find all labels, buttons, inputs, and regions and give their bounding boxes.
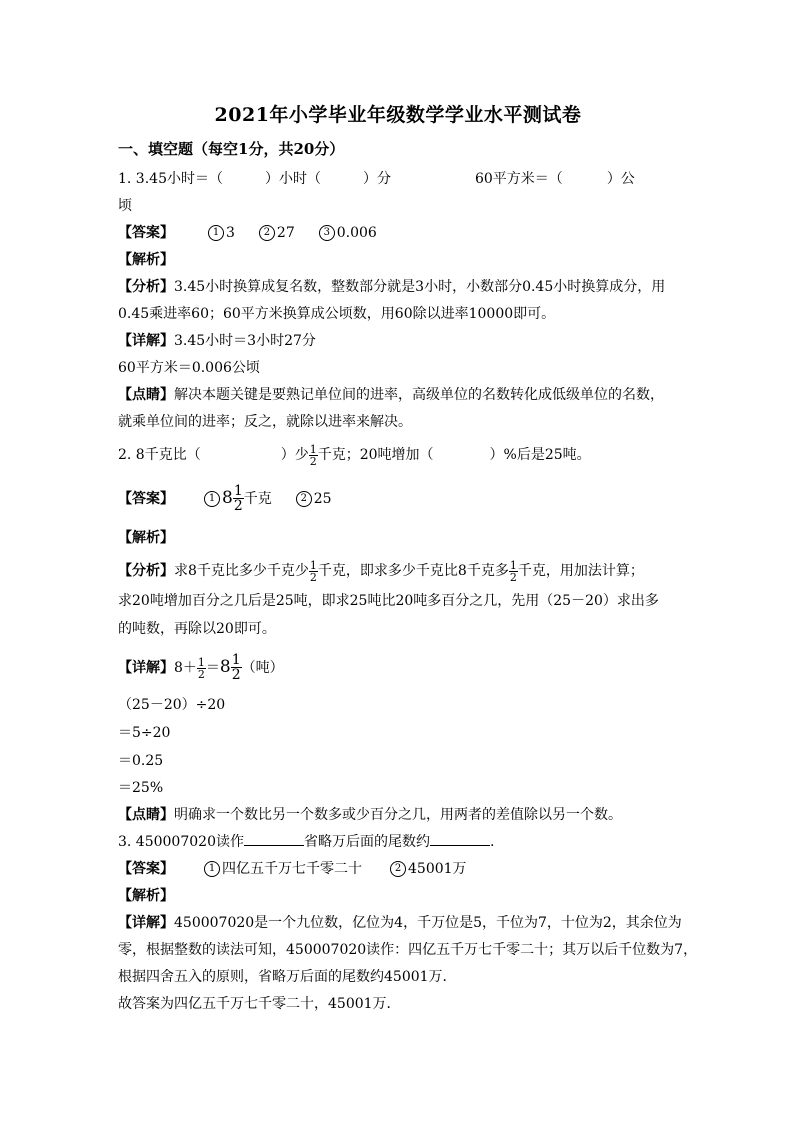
- q2-calc-3: ＝0.25: [118, 753, 164, 769]
- fraction: $\frac{1}{2}$: [197, 655, 205, 681]
- q3-xiangjie-2: 零，根据整数的读法可知，450007020读作：四亿五千万七千零二十；其万以后千位数为7，: [118, 942, 698, 958]
- q2-xiangjie-unit: （吨）: [241, 660, 284, 676]
- q2-answer-2: 25: [313, 491, 332, 507]
- q3-text-c: .: [489, 834, 495, 850]
- q2-calc-2: ＝5÷20: [118, 725, 171, 741]
- q1-dianjing-1: [118, 386, 664, 404]
- section-heading: 一、填空题（每空1分，共20分）: [118, 140, 345, 158]
- q1-jiexi: 【解析】: [118, 252, 174, 268]
- q1-text: [118, 170, 635, 188]
- fill-blank: [244, 833, 304, 846]
- q1-text-line2: 顷: [118, 198, 132, 214]
- q2-xiangjie: [118, 650, 284, 685]
- q2-fenxi-c: 千克，用加法计算；: [517, 563, 644, 579]
- q3-answer-2: 45001万: [408, 861, 467, 877]
- q2-calc-1: （25－20）÷20: [118, 697, 226, 713]
- circled-number: 1: [208, 225, 224, 241]
- q2-text-a: 2. 8千克比（: [118, 447, 201, 463]
- q3-text-a: 3. 450007020读作: [118, 834, 244, 850]
- circled-number: 1: [204, 861, 220, 877]
- q1-text-a: 1. 3.45小时＝（: [118, 171, 223, 187]
- q1-text-b: ）小时（: [264, 171, 321, 187]
- dianjing-tag: 【点睛】: [118, 807, 174, 823]
- q1-fenxi-2: 0.45乘进率60；60平方米换算成公顷数，用60除以进率10000即可。: [118, 306, 556, 322]
- q2-xiangjie-a: 8＋: [174, 660, 197, 676]
- xiangjie-tag: 【详解】: [118, 915, 174, 931]
- q2-dianjing-text: 明确求一个数比另一个数多或少百分之几，用两者的差值除以另一个数。: [174, 807, 622, 823]
- q1-answer: [118, 224, 377, 242]
- q3-text-b: 省略万后面的尾数约: [303, 834, 430, 850]
- q1-answer-2: 27: [276, 225, 295, 241]
- fenxi-tag: 【分析】: [118, 279, 174, 295]
- q2-fenxi-2: 求20吨增加百分之几后是25吨，即求25吨比20吨多百分之几，先用（25－20）求出多: [118, 593, 659, 609]
- q2-dianjing: [118, 806, 622, 824]
- answer-tag: 【答案】: [118, 225, 174, 241]
- q2-xiangjie-b: ＝: [205, 660, 220, 676]
- q3-answer-1: 四亿五千万七千零二十: [222, 861, 362, 877]
- dianjing-tag: 【点睛】: [118, 387, 174, 403]
- q3-jiexi: 【解析】: [118, 888, 174, 904]
- q3-xiangjie-1: [118, 914, 682, 932]
- q2-answer-1-unit: 千克: [243, 491, 272, 507]
- q1-xiangjie-2: 60平方米＝0.006公顷: [118, 360, 260, 376]
- q2-answer: [118, 480, 332, 517]
- fenxi-tag: 【分析】: [118, 563, 174, 579]
- q2-text-d: ）%后是25吨。: [489, 447, 591, 463]
- circled-number: 1: [204, 491, 220, 507]
- fraction: $\frac{1}{2}$: [509, 558, 517, 584]
- q1-fenxi-text: 3.45小时换算成复名数，整数部分就是3小时，小数部分0.45小时换算成分，用: [174, 279, 666, 295]
- xiangjie-tag: 【详解】: [118, 333, 174, 349]
- q1-text-e: ）公: [606, 171, 635, 187]
- q2-fenxi-a: 求8千克比多少千克少: [174, 563, 309, 579]
- xiangjie-tag: 【详解】: [118, 660, 174, 676]
- q2-text-c: 千克；20吨增加（: [317, 447, 434, 463]
- q1-text-d: 60平方米＝（: [474, 171, 563, 187]
- circled-number: 2: [390, 861, 406, 877]
- q1-fenxi-1: [118, 278, 665, 296]
- fraction: $\frac{1}{2}$: [309, 558, 317, 584]
- circled-number: 3: [319, 225, 335, 241]
- q2-fenxi-3: 的吨数，再除以20即可。: [118, 621, 276, 637]
- q2-calc-4: ＝25%: [118, 780, 164, 796]
- q3-xiangjie-text: 450007020是一个九位数，亿位为4，千万位是5，千位为7，十位为2，其余位为: [174, 915, 682, 931]
- q3-answer: [118, 860, 467, 878]
- q2-jiexi: 【解析】: [118, 530, 174, 546]
- q1-dianjing-2: 就乘单位间的进率；反之，就除以进率来解决。: [118, 414, 412, 430]
- fraction: $\frac{1}{2}$: [309, 442, 317, 468]
- q2-text: [118, 440, 591, 470]
- answer-tag: 【答案】: [118, 491, 174, 507]
- mixed-number: 8 $\frac{1}{2}$: [222, 482, 243, 514]
- q1-text-c: ）分: [362, 171, 391, 187]
- q2-text-b: ）少: [280, 447, 309, 463]
- q1-dianjing-text: 解决本题关键是要熟记单位间的进率，高级单位的名数转化成低级单位的名数，: [174, 387, 664, 403]
- q1-xiangjie-1: [118, 332, 316, 350]
- circled-number: 2: [296, 491, 312, 507]
- q3-text: [118, 833, 494, 851]
- q1-answer-3: 0.006: [336, 225, 377, 241]
- q3-xiangjie-3: 根据四舍五入的原则，省略万后面的尾数约45001万．: [118, 969, 457, 985]
- circled-number: 2: [259, 225, 275, 241]
- q3-conclusion: 故答案为四亿五千万七千零二十，45001万．: [118, 996, 401, 1012]
- mixed-number: 8 $\frac{1}{2}$: [219, 651, 241, 683]
- q2-fenxi-1: [118, 556, 644, 586]
- fill-blank: [430, 833, 490, 846]
- q1-answer-1: 3: [226, 225, 235, 241]
- page-title: 2021年小学毕业年级数学学业水平测试卷: [214, 104, 582, 126]
- q1-xiangjie-text: 3.45小时＝3小时27分: [174, 333, 316, 349]
- q2-fenxi-b: 千克，即求多少千克比8千克多: [317, 563, 509, 579]
- answer-tag: 【答案】: [118, 861, 174, 877]
